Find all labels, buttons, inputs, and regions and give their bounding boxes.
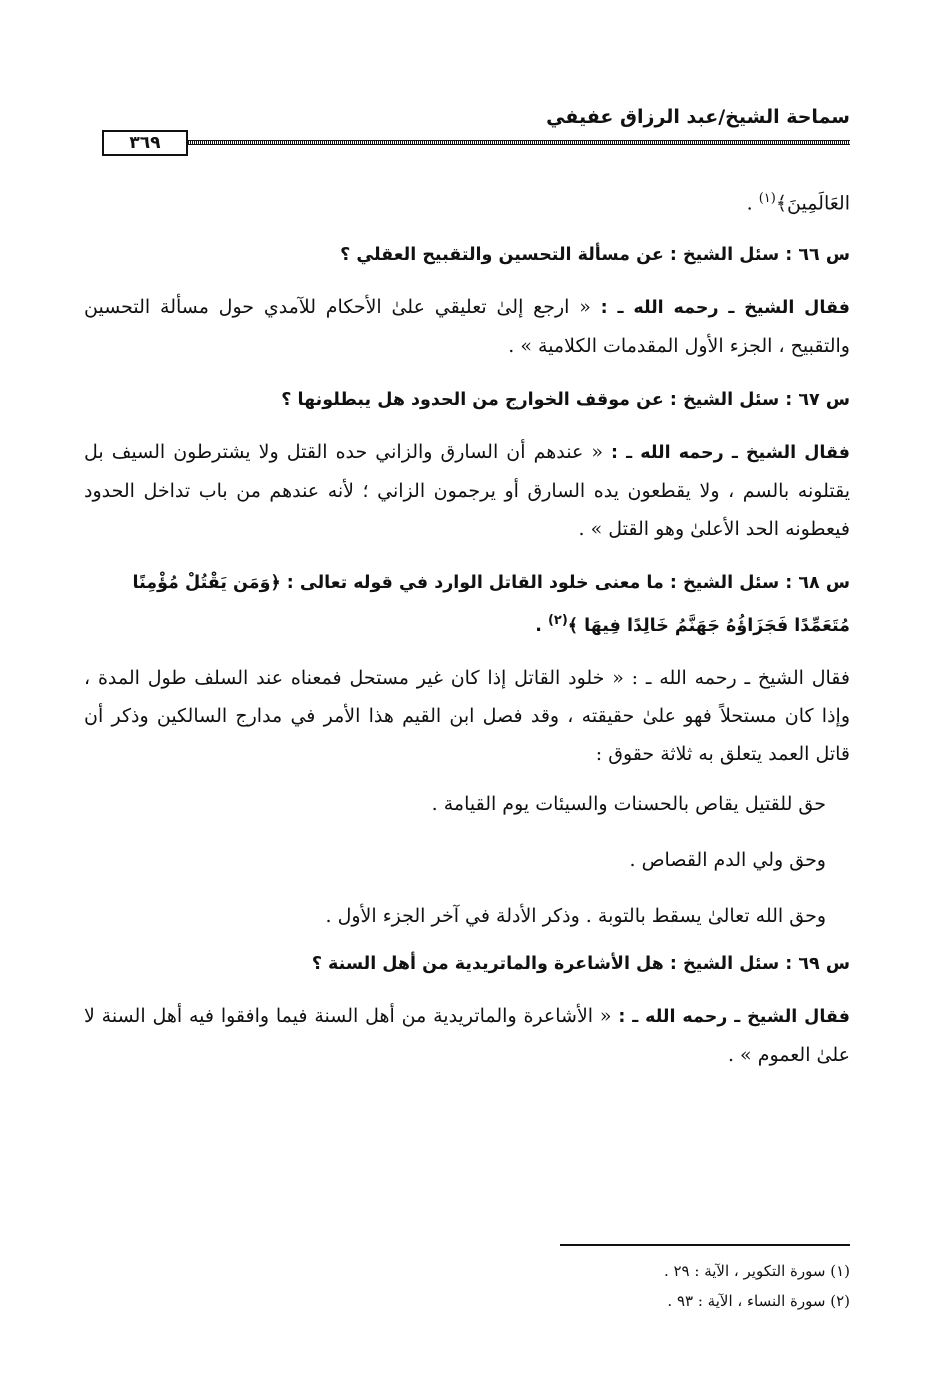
answer-66 — [84, 288, 850, 365]
footnotes — [84, 1244, 850, 1316]
answer-68-text: « خلود القاتل إذا كان غير مستحل فمعناه عند السلف طول المدة ، وإذا كان مستحلاً فهو علىٰ حقيقته ، وقد فصل ابن القيم هذا الأمر في مدارج السالكين وذكر أن قاتل العمد يتعلق به ثلاثة حقوق : — [84, 667, 850, 766]
answer-67-lead: فقال الشيخ ـ رحمه الله ـ : — [611, 443, 851, 464]
answer-69 — [84, 997, 850, 1074]
footnote-1: (١) سورة التكوير ، الآية : ٢٩ . — [663, 1262, 850, 1280]
answer-69-text: « الأشاعرة والماتريدية من أهل السنة فيما وافقوا فيه أهل السنة لا علىٰ العموم » . — [84, 1005, 850, 1067]
answer-66-lead: فقال الشيخ ـ رحمه الله ـ : — [600, 298, 850, 319]
footnote-rule — [560, 1244, 850, 1246]
question-67: س ٦٧ : سئل الشيخ : عن موقف الخوارج من الحدود هل يبطلونها ؟ — [281, 390, 850, 411]
running-title: سماحة الشيخ/عبد الرزاق عفيفي — [546, 106, 850, 128]
continuation-line — [84, 180, 850, 222]
right-of-allah: وحق الله تعالىٰ يسقط بالتوبة . وذكر الأدلة في آخر الجزء الأول . — [325, 905, 826, 928]
period: . — [535, 616, 548, 637]
question-69: س ٦٩ : سئل الشيخ : هل الأشاعرة والماتريدية من أهل السنة ؟ — [311, 954, 850, 975]
question-66: س ٦٦ : سئل الشيخ : عن مسألة التحسين والتقبيح العقلي ؟ — [340, 245, 850, 266]
question-68-text: س ٦٨ : سئل الشيخ : ما معنى خلود القاتل الوارد في قوله تعالى : ﴿وَمَن يَقْتُلْ مُؤْمِنًا مُتَعَمِّدًا فَجَزَاؤُهُ جَهَنَّمُ خَالِدًا فِيهَا ﴾ — [132, 573, 850, 637]
answer-68 — [84, 659, 850, 773]
page-body — [84, 180, 850, 1090]
right-of-guardian: وحق ولي الدم القصاص . — [629, 849, 826, 872]
header-rule — [188, 140, 850, 145]
question-68 — [84, 564, 850, 645]
answer-66-text: « ارجع إلىٰ تعليقي علىٰ الأحكام للآمدي حول مسألة التحسين والتقبيح ، الجزء الأول المقدمات الكلامية » . — [84, 296, 850, 358]
footnote-ref-1: (١) — [758, 191, 776, 206]
footnote-2: (٢) سورة النساء ، الآية : ٩٣ . — [667, 1292, 850, 1310]
footnote-ref-2: (٢) — [547, 613, 568, 629]
answer-67-text: « عندهم أن السارق والزاني حده القتل ولا يشترطون السيف بل يقتلونه بالسم ، ولا يقطعون يده السارق أو يرجمون الزاني ؛ لأنه عندهم من باب تداخل الحدود فيعطونه الحد الأعلىٰ وهو القتل » . — [84, 441, 850, 541]
verse-ending: العَالَمِينَ﴾ — [775, 192, 850, 215]
page-number: ٣٦٩ — [102, 130, 188, 156]
answer-68-lead: فقال الشيخ ـ رحمه الله ـ : — [631, 667, 851, 690]
page-header — [102, 104, 850, 154]
right-of-victim: حق للقتيل يقاص بالحسنات والسيئات يوم القيامة . — [431, 793, 826, 816]
answer-67 — [84, 433, 850, 548]
period: . — [746, 192, 759, 215]
answer-69-lead: فقال الشيخ ـ رحمه الله ـ : — [618, 1007, 850, 1028]
